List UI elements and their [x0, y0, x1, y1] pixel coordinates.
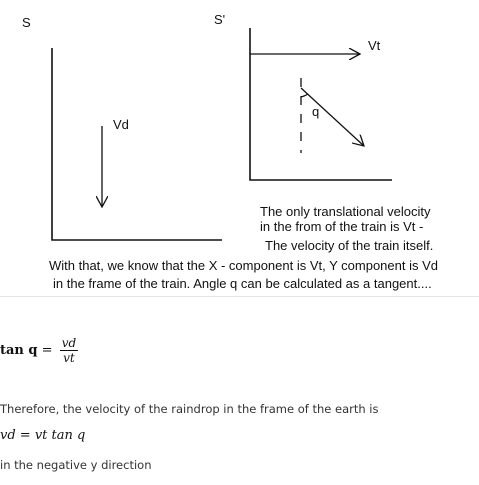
- equation-fraction: [60, 336, 78, 365]
- angle-arc: [301, 94, 308, 97]
- therefore-text: Therefore, the velocity of the raindrop in the frame of the earth is: [0, 402, 379, 416]
- vt-label: Vt: [368, 38, 381, 53]
- caption-line-1: The only translational velocity: [260, 204, 431, 219]
- caption-line-3: The velocity of the train itself.: [265, 238, 434, 253]
- frame-s-axes: [52, 48, 222, 240]
- frame-s-label: S: [22, 15, 31, 30]
- equation-equals: =: [41, 343, 53, 358]
- caption-line-4: With that, we know that the X - component is Vt, Y component is Vd: [49, 258, 438, 273]
- frame-s-prime-label: S': [214, 12, 226, 27]
- equation-lhs: tan q: [0, 343, 38, 358]
- section-divider: [0, 296, 479, 297]
- resultant-velocity-arrow: [301, 88, 364, 146]
- earth-frame-equation: vd = vt tan q: [0, 428, 86, 443]
- caption-line-5: in the frame of the train. Angle q can be calculated as a tangent....: [53, 276, 432, 291]
- vd-label: Vd: [113, 117, 129, 132]
- caption-line-2: in the from of the train is Vt -: [260, 219, 424, 234]
- direction-text: in the negative y direction: [0, 458, 152, 472]
- tangent-equation: [0, 336, 78, 365]
- fraction-numerator: vd: [61, 336, 77, 350]
- fraction-denominator: vt: [63, 351, 75, 365]
- angle-q-label: q: [312, 104, 320, 119]
